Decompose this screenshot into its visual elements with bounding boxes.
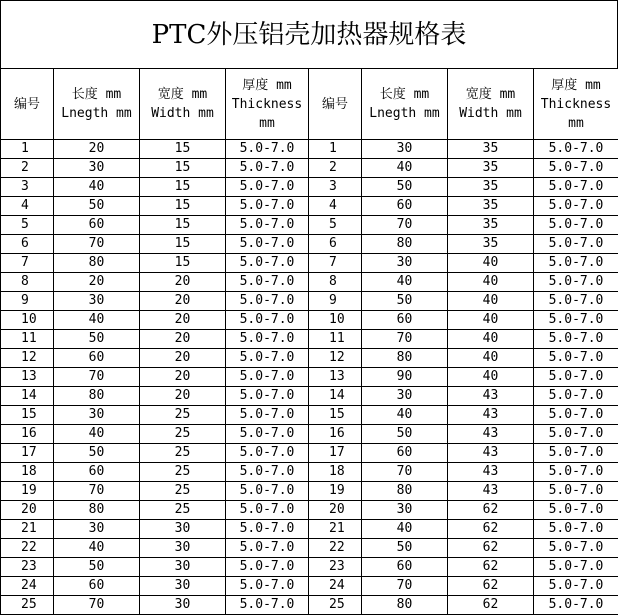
cell-no: 10: [1, 311, 54, 330]
cell-no: 19: [309, 482, 362, 501]
cell-thickness: 5.0-7.0: [534, 292, 618, 311]
cell-width: 30: [140, 539, 226, 558]
cell-width: 15: [140, 216, 226, 235]
cell-thickness: 5.0-7.0: [226, 197, 309, 216]
cell-length: 80: [362, 349, 448, 368]
cell-thickness: 5.0-7.0: [534, 197, 618, 216]
cell-length: 80: [362, 596, 448, 615]
cell-thickness: 5.0-7.0: [534, 311, 618, 330]
cell-thickness: 5.0-7.0: [534, 330, 618, 349]
cell-thickness: 5.0-7.0: [226, 406, 309, 425]
header-row: [1, 69, 618, 140]
cell-no: 20: [1, 501, 54, 520]
cell-no: 23: [309, 558, 362, 577]
cell-no: 3: [309, 178, 362, 197]
cell-no: 23: [1, 558, 54, 577]
cell-length: 30: [54, 406, 140, 425]
cell-thickness: 5.0-7.0: [226, 596, 309, 615]
cell-thickness: 5.0-7.0: [534, 501, 618, 520]
cell-thickness: 5.0-7.0: [226, 520, 309, 539]
cell-no: 2: [309, 159, 362, 178]
table-row: [1, 254, 618, 273]
cell-thickness: 5.0-7.0: [226, 501, 309, 520]
cell-thickness: 5.0-7.0: [534, 368, 618, 387]
cell-length: 30: [362, 140, 448, 159]
cell-no: 22: [309, 539, 362, 558]
cell-width: 20: [140, 349, 226, 368]
cell-no: 11: [1, 330, 54, 349]
header-thickness-right: 厚度 mm Thickness mm: [534, 69, 618, 140]
cell-thickness: 5.0-7.0: [226, 140, 309, 159]
cell-no: 20: [309, 501, 362, 520]
cell-no: 2: [1, 159, 54, 178]
header-thickness-left: 厚度 mm Thickness mm: [226, 69, 309, 140]
cell-thickness: 5.0-7.0: [534, 349, 618, 368]
cell-thickness: 5.0-7.0: [226, 235, 309, 254]
cell-thickness: 5.0-7.0: [226, 178, 309, 197]
cell-no: 9: [1, 292, 54, 311]
spec-table: [0, 68, 618, 615]
cell-no: 1: [309, 140, 362, 159]
cell-no: 5: [309, 216, 362, 235]
table-row: [1, 463, 618, 482]
cell-no: 11: [309, 330, 362, 349]
cell-thickness: 5.0-7.0: [534, 140, 618, 159]
cell-length: 80: [362, 482, 448, 501]
cell-width: 15: [140, 159, 226, 178]
cell-thickness: 5.0-7.0: [226, 482, 309, 501]
cell-no: 8: [1, 273, 54, 292]
cell-width: 35: [448, 197, 534, 216]
cell-thickness: 5.0-7.0: [226, 368, 309, 387]
cell-length: 60: [54, 463, 140, 482]
cell-length: 30: [54, 159, 140, 178]
header-width-left: 宽度 mm Width mm: [140, 69, 226, 140]
cell-width: 62: [448, 596, 534, 615]
cell-width: 25: [140, 463, 226, 482]
cell-no: 17: [309, 444, 362, 463]
table-row: [1, 197, 618, 216]
cell-length: 50: [362, 292, 448, 311]
cell-no: 10: [309, 311, 362, 330]
table-row: [1, 235, 618, 254]
cell-length: 60: [54, 577, 140, 596]
cell-thickness: 5.0-7.0: [534, 482, 618, 501]
cell-no: 18: [309, 463, 362, 482]
cell-width: 35: [448, 140, 534, 159]
cell-width: 40: [448, 292, 534, 311]
cell-no: 16: [1, 425, 54, 444]
cell-width: 40: [448, 273, 534, 292]
cell-no: 25: [1, 596, 54, 615]
cell-width: 35: [448, 235, 534, 254]
table-row: [1, 501, 618, 520]
table-row: [1, 216, 618, 235]
cell-length: 40: [54, 539, 140, 558]
cell-length: 40: [362, 406, 448, 425]
cell-length: 50: [54, 444, 140, 463]
cell-thickness: 5.0-7.0: [534, 596, 618, 615]
cell-thickness: 5.0-7.0: [226, 444, 309, 463]
table-row: [1, 520, 618, 539]
cell-length: 90: [362, 368, 448, 387]
cell-length: 60: [54, 216, 140, 235]
cell-length: 50: [362, 178, 448, 197]
cell-width: 43: [448, 387, 534, 406]
cell-no: 12: [309, 349, 362, 368]
table-row: [1, 292, 618, 311]
cell-length: 40: [54, 311, 140, 330]
cell-length: 70: [54, 596, 140, 615]
cell-width: 20: [140, 292, 226, 311]
cell-length: 60: [54, 349, 140, 368]
cell-width: 20: [140, 311, 226, 330]
cell-length: 20: [54, 273, 140, 292]
cell-thickness: 5.0-7.0: [534, 444, 618, 463]
cell-thickness: 5.0-7.0: [226, 273, 309, 292]
cell-thickness: 5.0-7.0: [534, 235, 618, 254]
cell-width: 40: [448, 311, 534, 330]
cell-width: 25: [140, 406, 226, 425]
cell-thickness: 5.0-7.0: [226, 216, 309, 235]
cell-thickness: 5.0-7.0: [226, 159, 309, 178]
cell-length: 30: [362, 387, 448, 406]
cell-width: 40: [448, 330, 534, 349]
cell-length: 70: [54, 235, 140, 254]
sheet-title: PTC外压铝壳加热器规格表: [0, 0, 618, 69]
cell-width: 62: [448, 520, 534, 539]
cell-width: 62: [448, 501, 534, 520]
cell-width: 35: [448, 216, 534, 235]
table-row: [1, 444, 618, 463]
table-row: [1, 577, 618, 596]
cell-length: 60: [362, 558, 448, 577]
cell-length: 70: [54, 368, 140, 387]
header-length-left: 长度 mm Lnegth mm: [54, 69, 140, 140]
cell-no: 19: [1, 482, 54, 501]
header-length-right: 长度 mm Lnegth mm: [362, 69, 448, 140]
cell-length: 60: [362, 444, 448, 463]
cell-length: 50: [54, 558, 140, 577]
cell-no: 17: [1, 444, 54, 463]
cell-width: 62: [448, 558, 534, 577]
cell-length: 30: [54, 520, 140, 539]
table-row: [1, 178, 618, 197]
cell-no: 18: [1, 463, 54, 482]
cell-no: 14: [1, 387, 54, 406]
cell-no: 4: [309, 197, 362, 216]
cell-length: 40: [362, 520, 448, 539]
cell-width: 62: [448, 577, 534, 596]
cell-no: 13: [309, 368, 362, 387]
cell-width: 43: [448, 444, 534, 463]
cell-no: 9: [309, 292, 362, 311]
cell-width: 40: [448, 254, 534, 273]
cell-length: 50: [54, 330, 140, 349]
cell-width: 43: [448, 463, 534, 482]
cell-length: 40: [362, 273, 448, 292]
cell-length: 50: [362, 425, 448, 444]
table-row: [1, 311, 618, 330]
table-row: [1, 273, 618, 292]
cell-thickness: 5.0-7.0: [226, 558, 309, 577]
cell-no: 14: [309, 387, 362, 406]
cell-length: 30: [362, 501, 448, 520]
cell-width: 15: [140, 178, 226, 197]
cell-length: 80: [54, 254, 140, 273]
cell-length: 70: [362, 330, 448, 349]
cell-width: 35: [448, 178, 534, 197]
cell-thickness: 5.0-7.0: [534, 387, 618, 406]
table-row: [1, 596, 618, 615]
cell-length: 70: [362, 463, 448, 482]
cell-length: 60: [362, 197, 448, 216]
cell-thickness: 5.0-7.0: [534, 159, 618, 178]
cell-width: 15: [140, 235, 226, 254]
cell-length: 30: [54, 292, 140, 311]
cell-thickness: 5.0-7.0: [534, 273, 618, 292]
cell-length: 20: [54, 140, 140, 159]
cell-no: 1: [1, 140, 54, 159]
table-row: [1, 387, 618, 406]
cell-width: 30: [140, 520, 226, 539]
cell-thickness: 5.0-7.0: [534, 425, 618, 444]
cell-length: 70: [362, 216, 448, 235]
cell-width: 20: [140, 330, 226, 349]
cell-length: 40: [54, 178, 140, 197]
cell-thickness: 5.0-7.0: [226, 292, 309, 311]
header-width-right: 宽度 mm Width mm: [448, 69, 534, 140]
cell-thickness: 5.0-7.0: [534, 463, 618, 482]
cell-thickness: 5.0-7.0: [534, 520, 618, 539]
cell-width: 43: [448, 406, 534, 425]
cell-no: 7: [309, 254, 362, 273]
cell-no: 24: [1, 577, 54, 596]
cell-no: 12: [1, 349, 54, 368]
header-no-right: 编号: [309, 69, 362, 140]
cell-width: 30: [140, 558, 226, 577]
cell-no: 6: [309, 235, 362, 254]
header-no-left: 编号: [1, 69, 54, 140]
cell-no: 21: [309, 520, 362, 539]
cell-no: 15: [309, 406, 362, 425]
cell-thickness: 5.0-7.0: [534, 539, 618, 558]
table-row: [1, 140, 618, 159]
cell-no: 4: [1, 197, 54, 216]
cell-width: 30: [140, 596, 226, 615]
cell-length: 60: [362, 311, 448, 330]
spec-table-body: [1, 140, 618, 615]
cell-width: 43: [448, 482, 534, 501]
cell-no: 5: [1, 216, 54, 235]
cell-width: 25: [140, 444, 226, 463]
table-row: [1, 159, 618, 178]
cell-thickness: 5.0-7.0: [534, 577, 618, 596]
cell-width: 25: [140, 501, 226, 520]
cell-length: 40: [362, 159, 448, 178]
cell-no: 3: [1, 178, 54, 197]
cell-width: 20: [140, 273, 226, 292]
cell-length: 50: [362, 539, 448, 558]
cell-width: 20: [140, 387, 226, 406]
table-row: [1, 539, 618, 558]
table-row: [1, 482, 618, 501]
table-row: [1, 368, 618, 387]
cell-length: 70: [54, 482, 140, 501]
cell-length: 40: [54, 425, 140, 444]
cell-thickness: 5.0-7.0: [226, 425, 309, 444]
cell-thickness: 5.0-7.0: [226, 463, 309, 482]
cell-no: 22: [1, 539, 54, 558]
cell-thickness: 5.0-7.0: [226, 349, 309, 368]
table-row: [1, 349, 618, 368]
cell-thickness: 5.0-7.0: [534, 558, 618, 577]
cell-width: 15: [140, 140, 226, 159]
cell-thickness: 5.0-7.0: [534, 178, 618, 197]
cell-length: 80: [54, 501, 140, 520]
cell-width: 25: [140, 425, 226, 444]
cell-width: 40: [448, 368, 534, 387]
cell-no: 16: [309, 425, 362, 444]
cell-thickness: 5.0-7.0: [226, 254, 309, 273]
cell-length: 80: [54, 387, 140, 406]
cell-no: 21: [1, 520, 54, 539]
cell-thickness: 5.0-7.0: [534, 216, 618, 235]
cell-width: 35: [448, 159, 534, 178]
cell-width: 43: [448, 425, 534, 444]
cell-width: 25: [140, 482, 226, 501]
cell-width: 30: [140, 577, 226, 596]
cell-length: 50: [54, 197, 140, 216]
cell-thickness: 5.0-7.0: [534, 254, 618, 273]
cell-width: 15: [140, 197, 226, 216]
cell-no: 15: [1, 406, 54, 425]
cell-no: 25: [309, 596, 362, 615]
table-row: [1, 330, 618, 349]
cell-thickness: 5.0-7.0: [226, 330, 309, 349]
cell-no: 8: [309, 273, 362, 292]
cell-width: 62: [448, 539, 534, 558]
cell-thickness: 5.0-7.0: [226, 387, 309, 406]
cell-width: 20: [140, 368, 226, 387]
cell-no: 7: [1, 254, 54, 273]
cell-no: 13: [1, 368, 54, 387]
cell-width: 15: [140, 254, 226, 273]
cell-thickness: 5.0-7.0: [226, 577, 309, 596]
cell-no: 6: [1, 235, 54, 254]
cell-thickness: 5.0-7.0: [226, 311, 309, 330]
table-row: [1, 406, 618, 425]
cell-width: 40: [448, 349, 534, 368]
table-row: [1, 558, 618, 577]
table-row: [1, 425, 618, 444]
cell-no: 24: [309, 577, 362, 596]
cell-length: 80: [362, 235, 448, 254]
cell-thickness: 5.0-7.0: [226, 539, 309, 558]
cell-thickness: 5.0-7.0: [534, 406, 618, 425]
cell-length: 70: [362, 577, 448, 596]
cell-length: 30: [362, 254, 448, 273]
